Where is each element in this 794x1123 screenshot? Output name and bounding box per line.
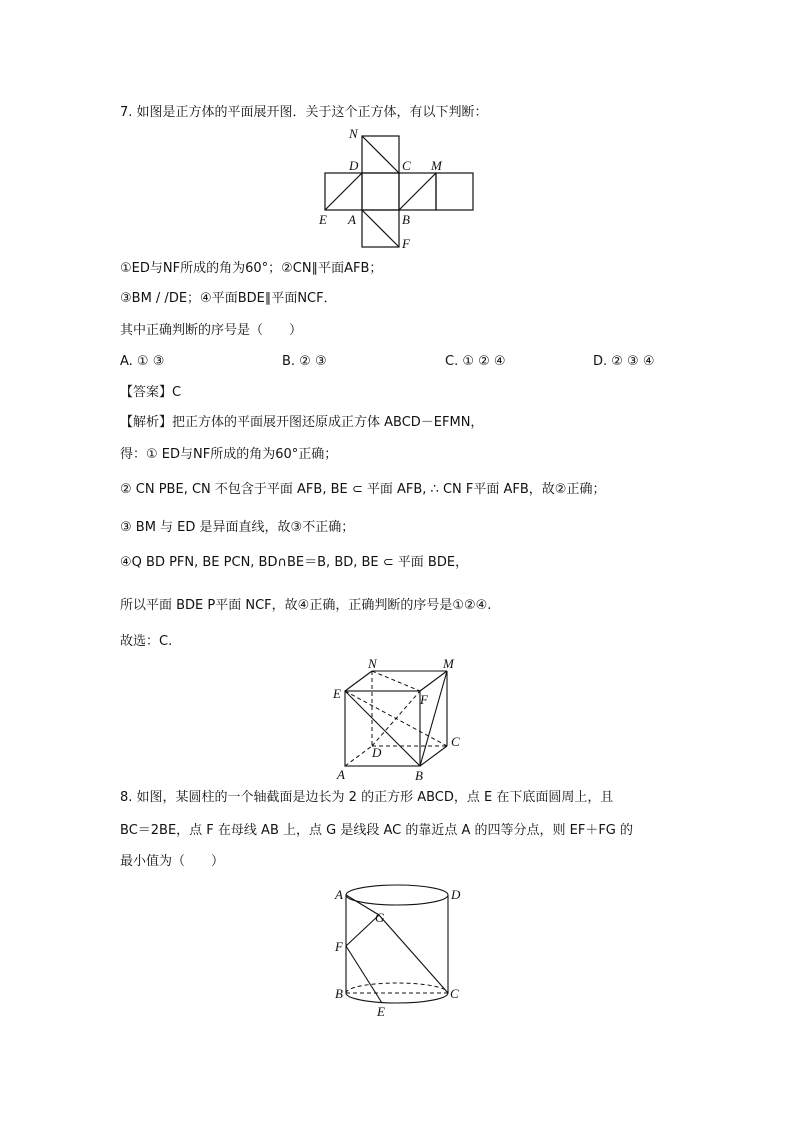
- net-label-D: D: [349, 158, 359, 173]
- q7-option-c: C. ① ② ④: [445, 354, 506, 369]
- cylinder-figure: [330, 880, 480, 1020]
- q7-analysis-1: 【解析】把正方体的平面展开图还原成正方体 ABCD－EFMN，: [120, 415, 484, 430]
- net-label-N: N: [349, 126, 358, 141]
- q7-analysis-5: ④Q BD PFN, BE PCN, BD∩BE＝B, BD, BE ⊂ 平面 BDE，: [120, 555, 469, 570]
- net-label-E: E: [319, 212, 327, 227]
- cube-label-B: B: [415, 768, 423, 783]
- q7-analysis-3: ② CN PBE, CN 不包含于平面 AFB, BE ⊂ 平面 AFB, ∴ CN F平面 AFB，故②正确；: [120, 482, 606, 497]
- q7-option-d: D. ② ③ ④: [593, 354, 655, 369]
- cube-label-C: C: [451, 734, 460, 749]
- cyl-label-F: F: [335, 939, 343, 954]
- cyl-label-E: E: [377, 1004, 385, 1019]
- q8-stem-1: 8. 如图，某圆柱的一个轴截面是边长为 2 的正方形 ABCD，点 E 在下底面圆周上，且: [120, 790, 614, 805]
- cube-label-M: M: [443, 658, 454, 671]
- net-label-A: A: [348, 212, 356, 227]
- net-label-B: B: [402, 212, 410, 227]
- cyl-label-A: A: [335, 887, 343, 902]
- q7-answer: 【答案】C: [120, 385, 182, 400]
- q7-option-a: A. ① ③: [120, 354, 165, 369]
- q8-stem-2: BC＝2BE，点 F 在母线 AB 上，点 G 是线段 AC 的靠近点 A 的四等分点，则 EF＋FG 的: [120, 823, 633, 838]
- net-label-M: M: [431, 158, 442, 173]
- cube-label-D: D: [372, 745, 382, 760]
- cube-label-A: A: [337, 767, 345, 782]
- cyl-label-B: B: [335, 986, 343, 1001]
- q7-analysis-2: 得：① ED与NF所成的角为60°正确；: [120, 447, 338, 462]
- q7-stem: 7. 如图是正方体的平面展开图．关于这个正方体，有以下判断：: [120, 105, 488, 120]
- q7-analysis-6: 所以平面 BDE P平面 NCF，故④正确，正确判断的序号是①②④.: [120, 598, 492, 613]
- cube-figure: [330, 658, 480, 783]
- q7-analysis-4: ③ BM 与 ED 是异面直线，故③不正确；: [120, 520, 355, 535]
- q8-stem-3: 最小值为（ ）: [120, 854, 225, 869]
- cube-net-figure: [312, 126, 492, 251]
- cube-label-F: F: [420, 692, 428, 707]
- q7-judge-1: ①ED与NF所成的角为60°；②CN∥平面AFB；: [120, 261, 383, 276]
- q7-analysis-7: 故选：C.: [120, 634, 173, 649]
- q7-judge-2: ③BM / /DE；④平面BDE∥平面NCF．: [120, 291, 337, 306]
- net-label-F: F: [402, 236, 410, 251]
- q7-option-b: B. ② ③: [282, 354, 327, 369]
- cyl-label-C: C: [450, 986, 459, 1001]
- q7-question: 其中正确判断的序号是（ ）: [120, 323, 303, 338]
- cyl-label-D: D: [451, 887, 461, 902]
- net-label-C: C: [402, 158, 411, 173]
- cube-label-E: E: [333, 686, 341, 701]
- cube-label-N: N: [368, 658, 377, 671]
- cyl-label-G: G: [375, 910, 385, 925]
